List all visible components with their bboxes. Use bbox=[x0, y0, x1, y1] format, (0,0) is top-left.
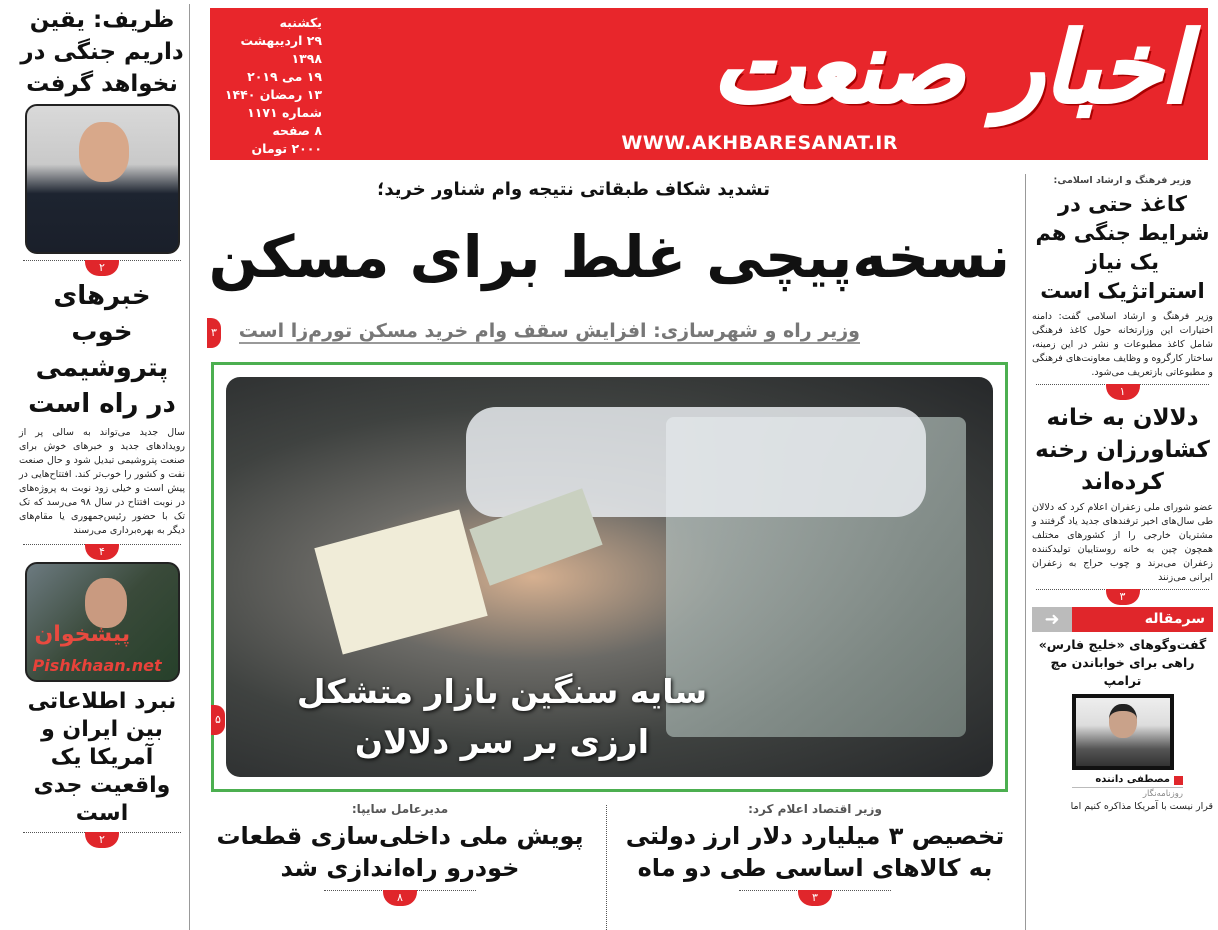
zarif-photo bbox=[25, 104, 180, 254]
envelope bbox=[314, 509, 487, 654]
page-badge: ۳ bbox=[798, 890, 832, 906]
newspaper-logo: اخبار صنعت bbox=[712, 12, 1188, 124]
kicker: مدیرعامل سایپا: bbox=[351, 802, 449, 816]
saffron-body: عضو شورای ملی زعفران اعلام کرد که دلالان طی سال‌های اخیر ترفندهای جدید یاد گرفتند و مشتریان خارجی را از کشورهای مختلف همچون چین به خانه روستاییان تولیدکننده زعفران می‌برند و چوب حراج به زعفران ایرانی می‌زنند bbox=[1032, 502, 1213, 583]
bottom-story-currency bbox=[615, 802, 1015, 908]
headline-line-1: پویش ملی داخلی‌سازی قطعات bbox=[216, 822, 584, 850]
divider bbox=[1032, 384, 1213, 402]
author-role: روزنامه‌نگار bbox=[1142, 789, 1183, 799]
page-tab: ۳ bbox=[207, 318, 221, 348]
website-url: WWW.AKHBARESANAT.IR bbox=[621, 132, 898, 154]
divider bbox=[19, 544, 185, 562]
caption-line-1: سایه سنگین بازار متشکل bbox=[296, 672, 708, 711]
left-column bbox=[15, 4, 190, 930]
photo-caption bbox=[242, 667, 762, 767]
price: ۲۰۰۰ تومان bbox=[251, 141, 322, 156]
intelligence-headline: نبرد اطلاعاتی بین ایران و آمریکا یک واقعیت جدی است bbox=[27, 689, 177, 826]
issue-number: شماره ۱۱۷۱ bbox=[247, 105, 322, 120]
petrochemical-body: سال جدید می‌تواند به سالی پر از رویدادهای جدید و خبرهای خوش برای صنعت پتروشیمی تبدیل شود و حال صنعت نفت و کشور را خوب‌تر کند. افتتاح‌هایی در پیش است و خیلی زود نوبت به پروژه‌های در نوبت افتتاح در سال ۹۸ می‌رسد که تک تک با حضور رئیس‌جمهوری یا مقام‌های دیگر به بهره‌برداری می‌رسند bbox=[19, 427, 185, 536]
page-badge: ۳ bbox=[1106, 589, 1140, 605]
shirt-shape bbox=[466, 407, 926, 517]
paper-kicker: وزیر فرهنگ و ارشاد اسلامی: bbox=[1053, 175, 1192, 186]
watermark-en: Pishkhaan.net bbox=[32, 656, 162, 675]
author-photo bbox=[1076, 698, 1170, 766]
page-count: ۸ صفحه bbox=[272, 123, 322, 138]
editorial-headline: گفت‌وگوهای «خلیج فارس» راهی برای خواباندن مچ ترامپ bbox=[1038, 637, 1207, 688]
divider bbox=[1032, 589, 1213, 607]
page-badge: ۴ bbox=[85, 544, 119, 560]
bottom-story-auto bbox=[200, 802, 600, 908]
paper-headline: کاغذ حتی در شرایط جنگی هم یک نیاز استراتژیک است bbox=[1035, 192, 1210, 303]
editorial-body: قرار نیست با آمریکا مذاکره کنیم اما bbox=[1070, 801, 1213, 812]
face-shape bbox=[1109, 704, 1137, 738]
page-badge: ۱ bbox=[1106, 384, 1140, 400]
subhead-text: وزیر راه و شهرسازی: افزایش سقف وام خرید مسکن تورم‌زا است bbox=[238, 320, 860, 342]
author-line bbox=[1072, 773, 1183, 788]
author-name: مصطفی داننده bbox=[1095, 774, 1170, 785]
date-hijri: ۱۳ رمضان ۱۴۴۰ bbox=[224, 87, 322, 102]
main-kicker: تشدید شکاف طبقاتی نتیجه وام شناور خرید؛ bbox=[377, 179, 770, 200]
page-tab: ۵ bbox=[211, 705, 225, 735]
issue-info bbox=[222, 14, 322, 158]
petrochemical-headline: خبرهای خوب پتروشیمی در راه است bbox=[28, 281, 176, 419]
author-marker bbox=[1174, 776, 1183, 785]
headline-line-2: به کالاهای اساسی طی دو ماه bbox=[637, 854, 993, 882]
main-photo-frame bbox=[211, 362, 1008, 792]
zarif-headline: ظریف: یقین داریم جنگی در نخواهد گرفت bbox=[20, 7, 184, 97]
money-exchange-photo bbox=[226, 377, 993, 777]
divider bbox=[19, 260, 185, 278]
page-badge: ۲ bbox=[85, 260, 119, 276]
editorial-header bbox=[1032, 607, 1213, 632]
kicker: وزیر اقتصاد اعلام کرد: bbox=[748, 802, 882, 816]
date-persian: ۲۹ اردیبهشت ۱۳۹۸ bbox=[240, 33, 322, 66]
page-badge: ۸ bbox=[383, 890, 417, 906]
editorial-label: سرمقاله bbox=[1072, 607, 1213, 632]
date-gregorian: ۱۹ می ۲۰۱۹ bbox=[247, 69, 322, 84]
paper-body: وزیر فرهنگ و ارشاد اسلامی گفت: دامنه اختیارات این وزارتخانه حول کاغذ فرهنگی شامل کاغذ مطبوعات و نشر در این زمینه، ساختار کارگروه و وظایف معاونت‌های فرهنگی و مطبوعاتی بازتعریف می‌شود. bbox=[1032, 311, 1213, 378]
headline-line-1: تخصیص ۳ میلیارد دلار ارز دولتی bbox=[625, 822, 1005, 850]
column-divider bbox=[606, 805, 607, 930]
right-column bbox=[1025, 174, 1213, 930]
commander-photo bbox=[25, 562, 180, 682]
caption-line-2: ارزی بر سر دلالان bbox=[354, 722, 650, 761]
masthead bbox=[210, 8, 1208, 160]
watermark-fa: پیشخوان bbox=[34, 622, 131, 647]
main-headline: نسخه‌پیچی غلط برای مسکن bbox=[208, 223, 1010, 291]
page-badge: ۲ bbox=[85, 832, 119, 848]
arrow-icon: ➜ bbox=[1032, 607, 1072, 632]
divider bbox=[735, 890, 895, 908]
face-shape bbox=[85, 578, 127, 628]
divider bbox=[19, 832, 185, 850]
headline-line-2: خودرو راه‌اندازی شد bbox=[280, 854, 520, 882]
divider bbox=[320, 890, 480, 908]
main-subhead bbox=[240, 318, 860, 344]
face-shape bbox=[79, 122, 129, 182]
weekday: یکشنبه bbox=[279, 15, 322, 30]
author-photo-frame bbox=[1072, 694, 1174, 770]
saffron-headline: دلالان به خانه کشاورزان رخنه کرده‌اند bbox=[1035, 405, 1210, 495]
